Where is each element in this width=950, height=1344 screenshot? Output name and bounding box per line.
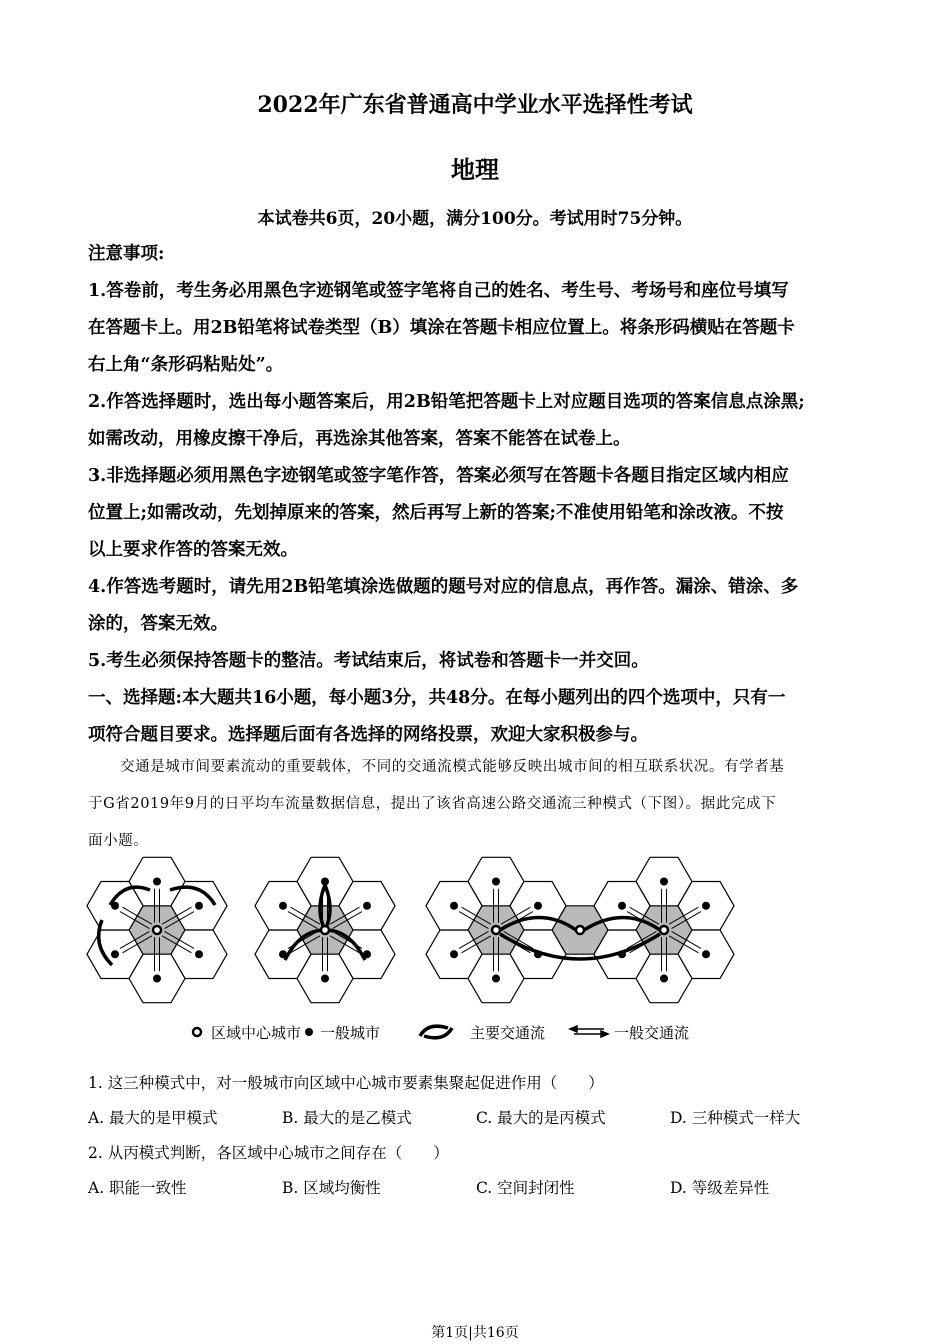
notice-line: 右上角“条形码粘贴处”。 xyxy=(88,355,284,375)
notice-line: 5.考生必须保持答题卡的整洁。考试结束后，将试卷和答题卡一并交回。 xyxy=(88,651,649,671)
general-city-marker xyxy=(321,878,329,886)
notice-line: 以上要求作答的答案无效。 xyxy=(88,540,298,560)
question-option[interactable]: B. 最大的是乙模式 xyxy=(282,1109,412,1127)
general-city-marker xyxy=(534,950,542,958)
general-city-marker xyxy=(153,878,161,886)
notice-line: 3.非选择题必须用黑色字迹钢笔或签字笔作答，答案必须写在答题卡各题目指定区域内相应 xyxy=(88,466,789,486)
general-city-marker xyxy=(195,950,203,958)
passage-line: 于G省2019年9月的日平均车流量数据信息，提出了该省高速公路交通流三种模式（下图）。据此完成下 xyxy=(88,796,777,812)
notice-line: 一、选择题:本大题共16小题，每小题3分，共48分。在每小题列出的四个选项中，只有一 xyxy=(88,688,786,708)
notice-line: 项符合题目要求。选择题后面有各选择的网络投票，欢迎大家积极参与。 xyxy=(88,725,648,745)
general-city-marker xyxy=(111,950,119,958)
general-city-marker xyxy=(279,902,287,910)
general-city-marker xyxy=(618,950,626,958)
general-city-marker xyxy=(702,950,710,958)
center-city-marker xyxy=(576,926,584,934)
general-city-marker xyxy=(363,902,371,910)
page-footer: 第1页|共16页 xyxy=(431,1325,519,1341)
passage-line: 面小题。 xyxy=(88,833,149,849)
question-option[interactable]: D. 等级差异性 xyxy=(670,1179,770,1197)
center-city-marker xyxy=(321,926,329,934)
general-flow-icon xyxy=(570,1026,608,1037)
main-flow-icon xyxy=(420,1026,452,1038)
notice-heading: 注意事项: xyxy=(88,244,165,264)
center-city-marker xyxy=(153,926,161,934)
exam-title: 2022年广东省普通高中学业水平选择性考试 xyxy=(257,92,693,118)
general-city-icon xyxy=(305,1028,313,1036)
general-city-marker xyxy=(660,974,668,982)
legend-main-flow: 主要交通流 xyxy=(470,1024,546,1042)
general-city-marker xyxy=(450,950,458,958)
question-option[interactable]: C. 空间封闭性 xyxy=(476,1179,575,1197)
general-city-marker xyxy=(321,974,329,982)
legend-center-city: 区域中心城市 xyxy=(211,1024,302,1042)
general-city-marker xyxy=(153,974,161,982)
general-city-marker xyxy=(618,902,626,910)
general-city-marker xyxy=(492,878,500,886)
general-city-marker xyxy=(492,974,500,982)
subject-title: 地理 xyxy=(451,155,499,184)
question-option[interactable]: A. 职能一致性 xyxy=(88,1179,187,1197)
question-stem: 2. 从丙模式判断，各区域中心城市之间存在（ ） xyxy=(88,1144,449,1162)
notice-line: 位置上;如需改动，先划掉原来的答案，然后再写上新的答案;不准使用铅笔和涂改液。不按 xyxy=(88,503,784,523)
general-city-marker xyxy=(195,902,203,910)
question-option[interactable]: C. 最大的是丙模式 xyxy=(476,1109,606,1127)
general-city-marker xyxy=(363,950,371,958)
notice-line: 在答题卡上。用2B铅笔将试卷类型（B）填涂在答题卡相应位置上。将条形码横贴在答题卡 xyxy=(88,318,795,338)
center-city-icon xyxy=(193,1028,201,1036)
exam-info: 本试卷共6页，20小题，满分100分。考试用时75分钟。 xyxy=(257,209,693,229)
general-city-marker xyxy=(279,950,287,958)
center-city-marker xyxy=(492,926,500,934)
notice-line: 2.作答选择题时，选出每小题答案后，用2B铅笔把答题卡上对应题目选项的答案信息点涂黑; xyxy=(88,392,805,412)
question-stem: 1. 这三种模式中，对一般城市向区域中心城市要素集聚起促进作用（ ） xyxy=(88,1074,604,1092)
legend-general-flow: 一般交通流 xyxy=(614,1024,690,1042)
legend-general-city: 一般城市 xyxy=(320,1024,381,1042)
notice-line: 1.答卷前，考生务必用黑色字迹钢笔或签字笔将自己的姓名、考生号、考场号和座位号填写 xyxy=(88,281,789,301)
question-option[interactable]: D. 三种模式一样大 xyxy=(670,1109,801,1127)
legend xyxy=(193,1024,689,1042)
passage-line: 交通是城市间要素流动的重要载体，不同的交通流模式能够反映出城市间的相互联系状况。有学者基 xyxy=(120,759,785,775)
general-city-marker xyxy=(111,902,119,910)
general-city-marker xyxy=(450,902,458,910)
notice-line: 涂的，答案无效。 xyxy=(88,614,228,634)
notice-line: 4.作答选考题时，请先用2B铅笔填涂选做题的题号对应的信息点，再作答。漏涂、错涂、多 xyxy=(88,577,799,597)
hex-grid xyxy=(87,857,734,1002)
question-option[interactable]: B. 区域均衡性 xyxy=(282,1179,381,1197)
general-city-marker xyxy=(534,902,542,910)
center-city-marker xyxy=(660,926,668,934)
question-option[interactable]: A. 最大的是甲模式 xyxy=(88,1109,218,1127)
general-city-marker xyxy=(702,902,710,910)
diagram-part xyxy=(601,1031,608,1037)
general-city-marker xyxy=(660,878,668,886)
notice-line: 如需改动，用橡皮擦干净后，再选涂其他答案，答案不能答在试卷上。 xyxy=(88,429,631,449)
diagram-part xyxy=(570,1026,577,1032)
traffic-flow-diagram xyxy=(80,850,740,1050)
